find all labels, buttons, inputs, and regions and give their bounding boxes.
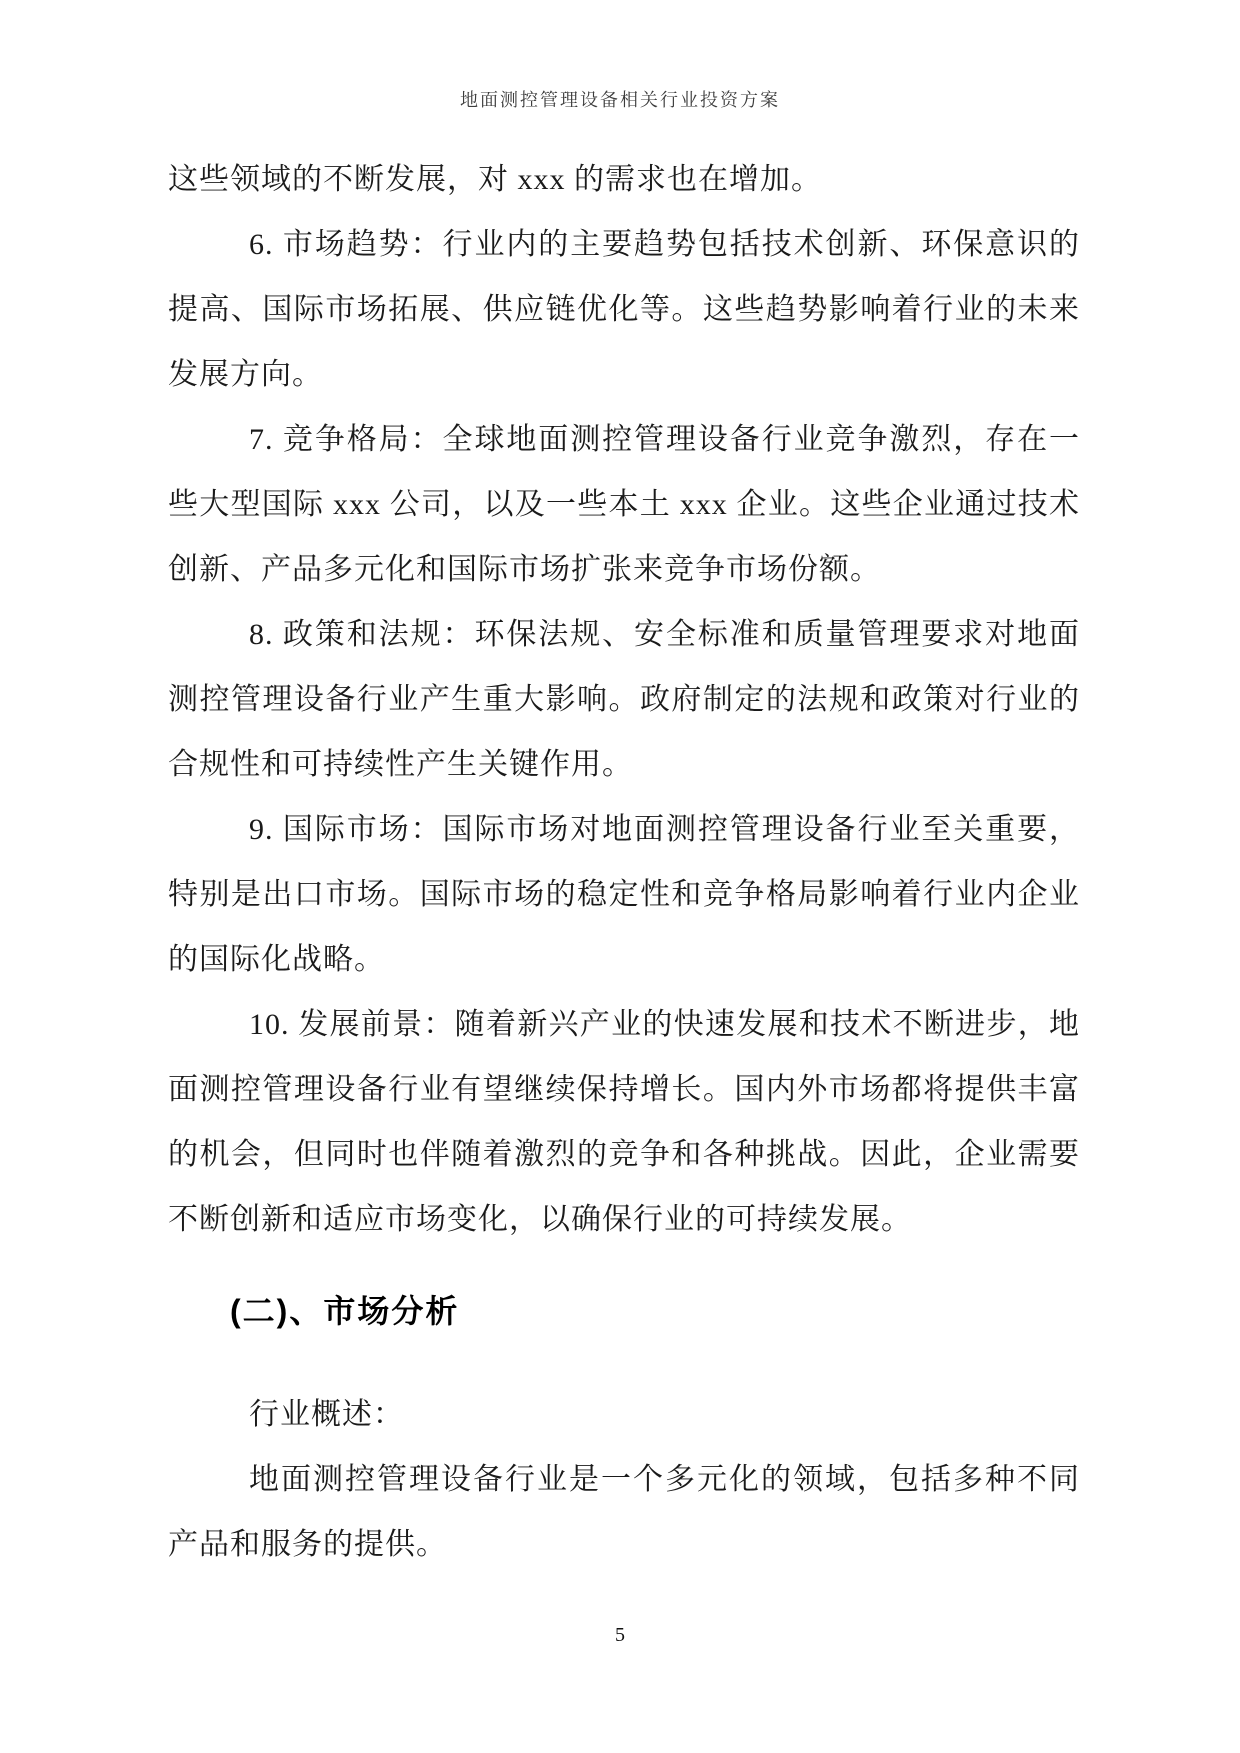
industry-overview-label: 行业概述： (249, 1398, 404, 1431)
header-title: 地面测控管理设备相关行业投资方案 (460, 90, 780, 110)
numbered-item-9-international-market: 9. 国际市场：国际市场对地面测控管理设备行业至关重要，特别是出口市场。国际市场的稳定性和竞争格局影响着行业内企业的国际化战略。 (168, 813, 1080, 976)
numbered-item-6-market-trends: 6. 市场趋势：行业内的主要趋势包括技术创新、环保意识的提高、国际市场拓展、供应链优化等。这些趋势影响着行业的未来发展方向。 (168, 228, 1080, 391)
industry-overview-text: 地面测控管理设备行业是一个多元化的领域，包括多种不同产品和服务的提供。 (168, 1463, 1080, 1561)
numbered-item-10-development-prospects: 10. 发展前景：随着新兴产业的快速发展和技术不断进步，地面测控管理设备行业有望继续保持增长。国内外市场都将提供丰富的机会，但同时也伴随着激烈的竞争和各种挑战。因此，企业需要不断创新和适应市场变化，以确保行业的可持续发展。 (168, 1008, 1080, 1236)
numbered-item-7-competitive-landscape: 7. 竞争格局：全球地面测控管理设备行业竞争激烈，存在一些大型国际 xxx 公司，以及一些本土 xxx 企业。这些企业通过技术创新、产品多元化和国际市场扩张来竞争市场份额。 (168, 423, 1080, 586)
section-heading-market-analysis: (二)、市场分析 (230, 1293, 460, 1329)
paragraph-continuation: 这些领域的不断发展，对 xxx 的需求也在增加。 (168, 163, 822, 196)
document-body (168, 147, 1080, 1577)
page-header (0, 86, 1240, 112)
numbered-item-8-policies-regulations: 8. 政策和法规：环保法规、安全标准和质量管理要求对地面测控管理设备行业产生重大影响。政府制定的法规和政策对行业的合规性和可持续性产生关键作用。 (168, 618, 1080, 781)
page-number: 5 (615, 1624, 625, 1646)
page-footer (0, 1624, 1240, 1647)
